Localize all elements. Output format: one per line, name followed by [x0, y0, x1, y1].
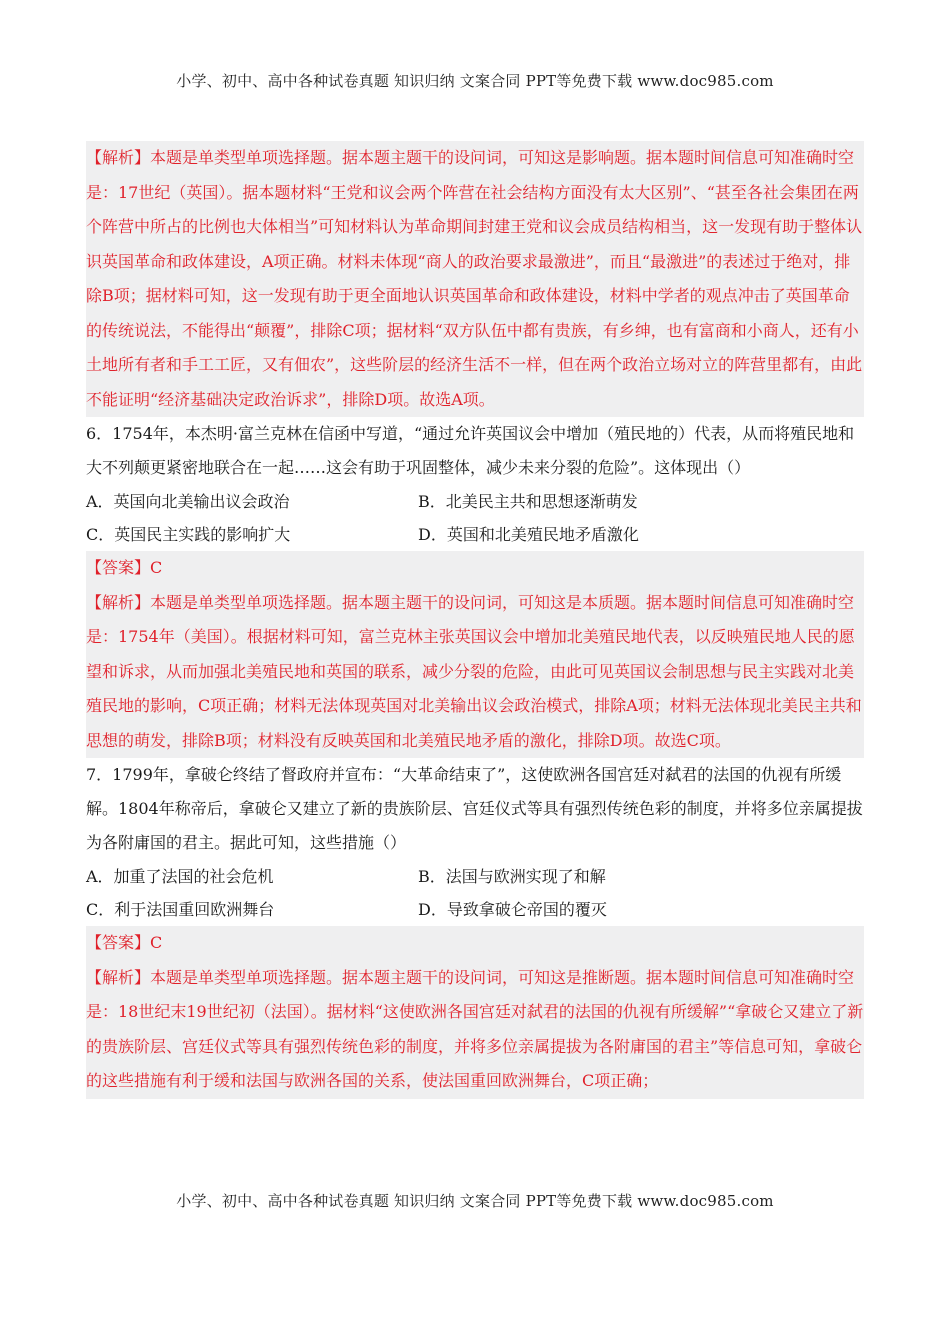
q6-option-b: B．北美民主共和思想逐渐萌发: [418, 492, 638, 511]
q7-answer-block: [86, 926, 864, 1099]
q7-option-c: C．利于法国重回欧洲舞台: [86, 900, 275, 919]
q7-option-d: D．导致拿破仑帝国的覆灭: [418, 900, 607, 919]
q6-answer: 【答案】C: [86, 558, 163, 577]
q6-analysis: 【解析】本题是单类型单项选择题。据本题主题干的设问词，可知这是本质题。据本题时间信息可知准确时空是：1754年（美国）。根据材料可知，富兰克林主张英国议会中增加北美殖民地代表，以反映殖民地人民的愿望和诉求，从而加强北美殖民地和英国的联系，减少分裂的危险，由此可见英国议会制思想与民主实践对北美殖民地的影响，C项正确；材料无法体现英国对北美输出议会政治模式，排除A项；材料无法体现北美民主共和思想的萌发，排除B项；材料没有反映英国和北美殖民地矛盾的激化，排除D项。故选C项。: [86, 592, 862, 750]
q6-option-c: C．英国民主实践的影响扩大: [86, 525, 291, 544]
q6-option-d: D．英国和北美殖民地矛盾激化: [418, 525, 639, 544]
q6-options: [86, 485, 864, 551]
q7-stem: 7．1799年，拿破仑终结了督政府并宣布：“大革命结束了”，这使欧洲各国宫廷对弑君的法国的仇视有所缓解。1804年称帝后，拿破仑又建立了新的贵族阶层、宫廷仪式等具有强烈传统色彩的制度，并将多位亲属提拔为各附庸国的君主。据此可知，这些措施（）: [86, 765, 863, 852]
q7-answer: 【答案】C: [86, 933, 163, 952]
q6-answer-block: [86, 551, 864, 758]
page-header: 小学、初中、高中各种试卷真题 知识归纳 文案合同 PPT等免费下载 www.doc985.com: [176, 72, 774, 90]
q5-analysis-block: [86, 141, 864, 417]
q6-option-a: A．英国向北美输出议会政治: [86, 492, 290, 511]
page-footer: 小学、初中、高中各种试卷真题 知识归纳 文案合同 PPT等免费下载 www.doc985.com: [176, 1192, 774, 1210]
q7-options: [86, 860, 864, 926]
page-content: [86, 141, 864, 1099]
q7-analysis: 【解析】本题是单类型单项选择题。据本题主题干的设问词，可知这是推断题。据本题时间信息可知准确时空是：18世纪末19世纪初（法国）。据材料“这使欧洲各国宫廷对弑君的法国的仇视有所缓解”“拿破仑又建立了新的贵族阶层、宫廷仪式等具有强烈传统色彩的制度，并将多位亲属提拔为各附庸国的君主”等信息可知，拿破仑的这些措施有利于缓和法国与欧洲各国的关系，使法国重回欧洲舞台，C项正确；: [86, 967, 864, 1090]
q5-analysis: 【解析】本题是单类型单项选择题。据本题主题干的设问词，可知这是影响题。据本题时间信息可知准确时空是：17世纪（英国）。据本题材料“王党和议会两个阵营在社会结构方面没有太大区别”、“甚至各社会集团在两个阵营中所占的比例也大体相当”可知材料认为革命期间封建王党和议会成员结构相当，这一发现有助于整体认识英国革命和政体建设，A项正确。材料未体现“商人的政治要求最激进”，而且“最激进”的表述过于绝对，排除B项；据材料可知，这一发现有助于更全面地认识英国革命和政体建设，材料中学者的观点冲击了英国革命的传统说法，不能得出“颠覆”，排除C项；据材料“双方队伍中都有贵族，有乡绅，也有富商和小商人，还有小土地所有者和手工工匠，又有佃农”，这些阶层的经济生活不一样，但在两个政治立场对立的阵营里都有，由此不能证明“经济基础决定政治诉求”，排除D项。故选A项。: [86, 148, 863, 409]
q6-stem: 6．1754年，本杰明·富兰克林在信函中写道，“通过允许英国议会中增加（殖民地的）代表，从而将殖民地和大不列颠更紧密地联合在一起……这会有助于巩固整体，减少未来分裂的危险”。这体现出（）: [86, 424, 855, 477]
q7-option-b: B．法国与欧洲实现了和解: [418, 867, 606, 886]
q7-option-a: A．加重了法国的社会危机: [86, 867, 274, 886]
